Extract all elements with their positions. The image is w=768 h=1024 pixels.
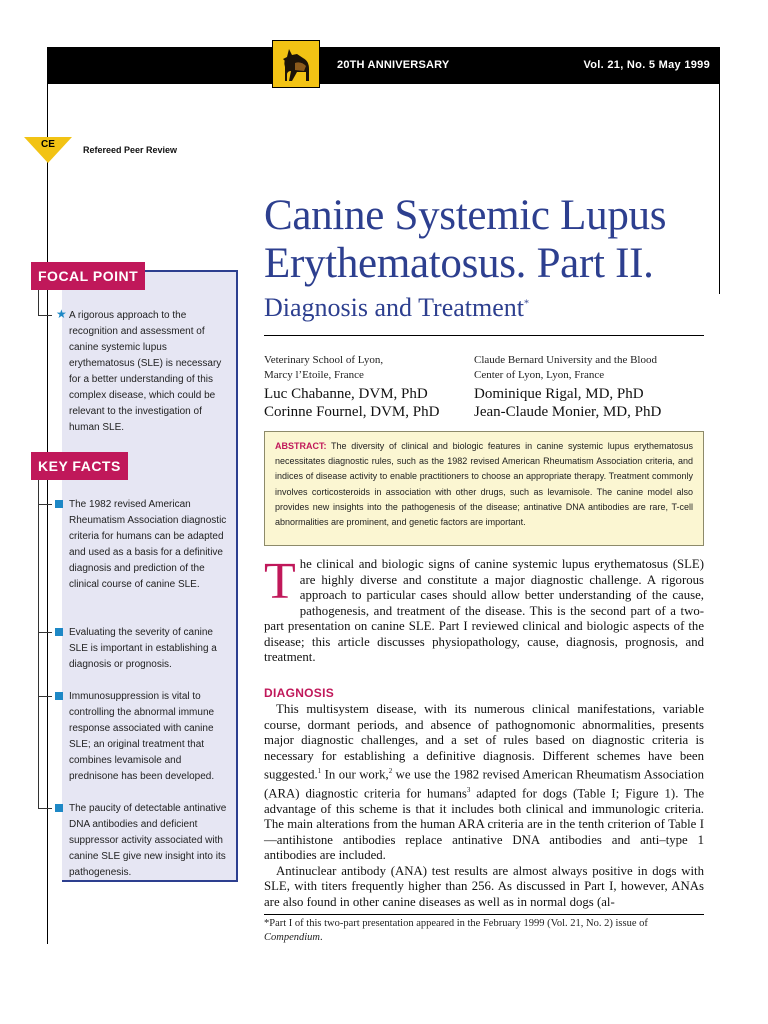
author-name: Jean-Claude Monier, MD, PhD [474,404,662,420]
diagnosis-body [264,702,704,910]
key-fact-item: Immunosuppression is vital to controlling the abnormal immune response associated with canine SLE; an original treatment that combines levamisole and prednisone has been developed. [69,691,215,782]
affiliation-left-line2: Marcy l’Etoile, France [264,369,364,381]
abstract-box [264,431,704,546]
key-facts-label: KEY FACTS [31,452,128,480]
abstract-label: ABSTRACT: [275,441,327,451]
footnote-end: . [320,932,323,943]
masthead-bar [47,47,720,84]
star-icon: ★ [56,307,67,321]
left-frame-rule [47,84,48,944]
diagnosis-paragraph-2: Antinuclear antibody (ANA) test results are almost always positive in dogs with SLE, with titers frequently higher than 256. As discussed in Part I, however, ANAs are also found in other canine diseases as well as in normal dogs (al- [264,863,704,909]
reference-mark: 2 [388,767,393,775]
reference-mark: 3 [466,785,471,794]
paragraph-text: adapted for dogs (Table I; Figure 1). The advantage of this scheme is that it includes both clinical and immunologic criteria. The main alterations from the human ARA criteria are in the tenth criterion of Table I—antihistone antibodies replace antinative DNA antibodies and anti–type 1 antibodies are included. [264,786,704,863]
paragraph-text: we use the 1982 revised American Rheumatism Association (ARA) diagnostic criteria for humans [264,767,704,801]
subtitle-footnote-mark: * [524,298,529,310]
square-bullet-icon [55,500,63,508]
connector-tick [38,315,52,316]
intro-paragraph [264,553,704,666]
affiliation-left [264,353,383,383]
connector-tick [38,696,52,697]
german-shepherd-dog-icon [272,40,320,88]
reference-mark: 1 [317,767,322,775]
author-name: Corinne Fournel, DVM, PhD [264,404,440,420]
connector-line [38,480,39,808]
anniversary-label: 20TH ANNIVERSARY [337,59,450,71]
author-name: Dominique Rigal, MD, PhD [474,386,644,402]
affiliation-left-line1: Veterinary School of Lyon, [264,354,384,366]
connector-tick [38,808,52,809]
drop-cap: T [264,553,296,610]
article-title [264,192,666,288]
volume-issue: Vol. 21, No. 5 May 1999 [583,59,710,71]
paragraph-text: This multisystem disease, with its numerous clinical manifestations, variable course, dormant periods, and absence of pathognomonic abnormalities, presents major diagnostic challenges, and a set of rules based on diagnostic criteria is necessary for establishing a definitive diagnosis. Different schemes have been suggested. [264,702,704,782]
author-name: Luc Chabanne, DVM, PhD [264,386,428,402]
footnote-rule [264,914,704,915]
square-bullet-icon [55,692,63,700]
square-bullet-icon [55,804,63,812]
title-rule [264,335,704,336]
footnote-text: *Part I of this two-part presentation appeared in the February 1999 (Vol. 21, No. 2) issue of [264,918,648,929]
connector-tick [38,632,52,633]
focal-point-label: FOCAL POINT [31,262,145,290]
right-frame-rule [719,84,720,294]
authors-right [474,385,661,421]
connector-line [38,290,39,316]
title-line-1: Canine Systemic Lupus [264,192,667,239]
title-line-2: Erythematosus. Part II. [264,240,654,287]
intro-text: he clinical and biologic signs of canine systemic lupus erythematosus (SLE) are highly diverse and constitute a major diagnostic challenge. A rigorous approach to particular cases should allow better understanding of the cause, pathogenesis, and treatment of the disease. This is the second part of a two-part presentation on canine SLE. Part I reviewed clinical and biologic aspects of the disease; this article discusses physiopathology, cause, diagnosis, prognosis, and treatment. [264,557,704,664]
focal-point-text: A rigorous approach to the recognition and assessment of canine systemic lupus erythematosus (SLE) is necessary for a better understanding of this complex disease, which could be relevant to the investigation of human SLE. [69,310,222,433]
paragraph-text: In our work, [321,767,389,782]
key-fact-item: Evaluating the severity of canine SLE is important in establishing a diagnosis or prognosis. [69,627,217,670]
square-bullet-icon [55,628,63,636]
authors-left [264,385,439,421]
affiliation-right-line2: Center of Lyon, Lyon, France [474,369,605,381]
connector-tick [38,504,52,505]
ce-badge-label: CE [41,139,55,150]
affiliation-right [474,353,657,383]
key-fact-item: The paucity of detectable antinative DNA antibodies and deficient suppressor activity associated with canine SLE give new insight into its pathogenesis. [69,803,227,878]
peer-review-label: Refereed Peer Review [83,145,178,155]
subtitle-text: Diagnosis and Treatment [264,293,524,322]
key-fact-item: The 1982 revised American Rheumatism Association diagnostic criteria for humans can be adapted and used as a basis for a definitive diagnosis and prediction of the clinical course of canine SLE. [69,499,227,590]
footnote-journal: Compendium [264,932,320,943]
diagnosis-paragraph-1 [264,702,704,864]
section-heading-diagnosis: DIAGNOSIS [264,686,335,700]
article-subtitle [264,293,529,323]
abstract-text: The diversity of clinical and biologic features in canine systemic lupus erythematosus necessitates diagnostic rules, such as the 1982 revised American Rheumatism Association criteria, and indices of disease activity to enable practitioners to choose an appropriate therapy. Treatment commonly involves corticosteroids in association with other drugs, such as levamisole. The canine model also provides new insights into the pathogenesis of the disease; antinative DNA antibodies are rare, T-cell abnormalities are prominent, and genetic factors are important. [275,441,693,528]
footnote [264,917,704,945]
affiliation-right-line1: Claude Bernard University and the Blood [474,354,657,366]
